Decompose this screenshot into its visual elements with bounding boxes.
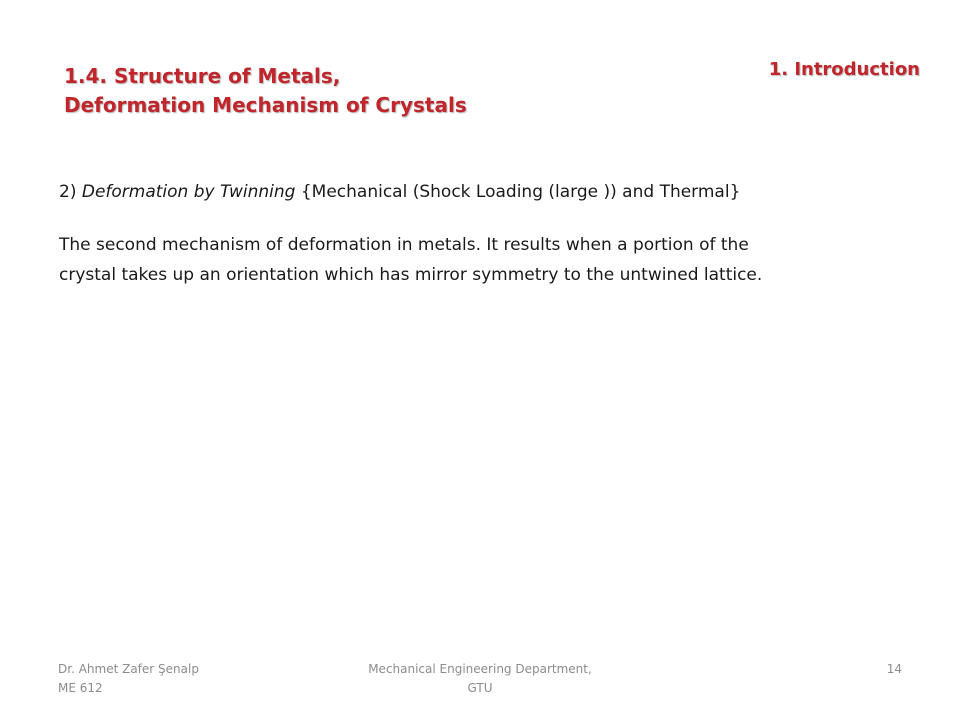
footer-course: ME 612 (58, 681, 103, 695)
footer-page-number: 14 (886, 662, 902, 676)
footer-department-line-2: GTU (467, 681, 493, 695)
slide-title-line-2: Deformation Mechanism of Crystals (64, 93, 467, 117)
footer-author-block (58, 660, 278, 698)
slide-title (64, 62, 584, 120)
subheading-rest: {Mechanical (Shock Loading (large )) and Thermal} (295, 182, 741, 202)
paragraph-line-1: The second mechanism of deformation in metals. It results when a portion of the (59, 235, 749, 255)
content-subheading (59, 177, 919, 207)
slide-title-line-1: 1.4. Structure of Metals, (64, 64, 341, 88)
footer-department-block (340, 660, 620, 698)
subheading-number: 2) (59, 182, 82, 202)
paragraph-line-2: crystal takes up an orientation which has mirror symmetry to the untwined lattice. (59, 265, 763, 285)
footer-department-line-1: Mechanical Engineering Department, (368, 662, 592, 676)
slide-content (59, 177, 919, 290)
content-paragraph (59, 230, 919, 290)
subheading-italic-term: Deformation by Twinning (81, 182, 296, 202)
section-label: 1. Introduction (768, 59, 920, 80)
footer-author: Dr. Ahmet Zafer Şenalp (58, 662, 199, 676)
